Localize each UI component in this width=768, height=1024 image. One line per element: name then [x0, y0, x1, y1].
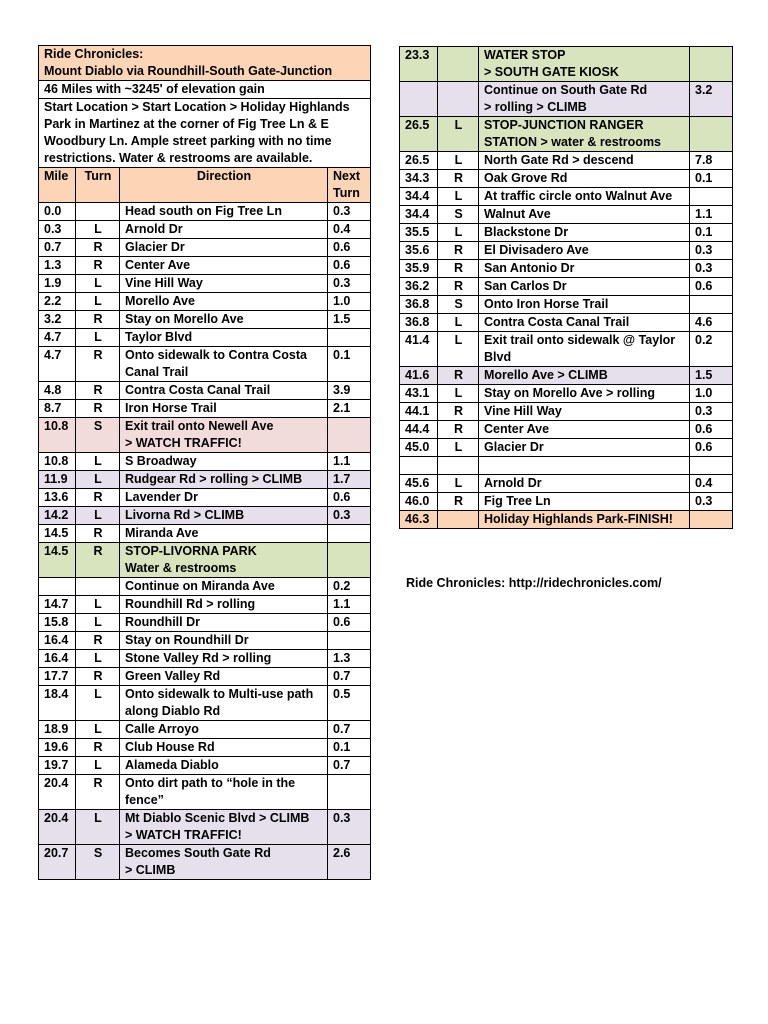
- table-row: [400, 421, 733, 439]
- next-turn-cell: [690, 457, 733, 475]
- direction-cell: Walnut Ave: [479, 206, 690, 224]
- table-row: [39, 614, 371, 632]
- table-row: [400, 47, 733, 82]
- mile-cell: 35.5: [400, 224, 438, 242]
- mile-cell: 45.6: [400, 475, 438, 493]
- mile-cell: 14.5: [39, 543, 76, 578]
- direction-cell: Exit trail onto Newell Ave > WATCH TRAFFIC!: [120, 418, 328, 453]
- next-turn-cell: 1.1: [690, 206, 733, 224]
- footer-credit: Ride Chronicles: http://ridechronicles.com/: [406, 576, 662, 590]
- mile-cell: 46.3: [400, 511, 438, 529]
- next-turn-cell: 0.4: [690, 475, 733, 493]
- mile-cell: 13.6: [39, 489, 76, 507]
- mile-cell: [400, 457, 438, 475]
- turn-cell: S: [438, 296, 479, 314]
- table-row: [39, 507, 371, 525]
- direction-cell: Glacier Dr: [120, 239, 328, 257]
- mile-cell: 14.5: [39, 525, 76, 543]
- table-row: [39, 543, 371, 578]
- next-turn-cell: 0.5: [328, 686, 371, 721]
- turn-cell: L: [76, 810, 120, 845]
- direction-cell: El Divisadero Ave: [479, 242, 690, 260]
- table-row: [39, 311, 371, 329]
- mile-cell: 19.7: [39, 757, 76, 775]
- mile-cell: 4.7: [39, 347, 76, 382]
- turn-cell: L: [438, 188, 479, 206]
- turn-cell: L: [76, 471, 120, 489]
- mile-cell: 0.7: [39, 239, 76, 257]
- table-row: [400, 206, 733, 224]
- table-row: [39, 810, 371, 845]
- turn-cell: L: [76, 686, 120, 721]
- table-row: [39, 347, 371, 382]
- next-turn-cell: 0.4: [328, 221, 371, 239]
- turn-cell: R: [76, 739, 120, 757]
- turn-cell: R: [76, 311, 120, 329]
- direction-cell: Contra Costa Canal Trail: [479, 314, 690, 332]
- next-turn-cell: 0.6: [328, 257, 371, 275]
- turn-cell: L: [76, 596, 120, 614]
- next-turn-cell: 3.2: [690, 82, 733, 117]
- next-turn-cell: 1.0: [690, 385, 733, 403]
- direction-cell: Onto sidewalk to Contra Costa Canal Trail: [120, 347, 328, 382]
- next-turn-cell: [328, 632, 371, 650]
- direction-cell: Arnold Dr: [479, 475, 690, 493]
- turn-cell: S: [76, 418, 120, 453]
- direction-cell: Iron Horse Trail: [120, 400, 328, 418]
- turn-cell: L: [76, 275, 120, 293]
- next-turn-cell: 0.6: [328, 614, 371, 632]
- table-row: [400, 385, 733, 403]
- direction-cell: Contra Costa Canal Trail: [120, 382, 328, 400]
- next-turn-cell: 1.1: [328, 453, 371, 471]
- turn-cell: R: [438, 170, 479, 188]
- mile-cell: 20.7: [39, 845, 76, 880]
- direction-cell: Taylor Blvd: [120, 329, 328, 347]
- table-row: [400, 152, 733, 170]
- direction-cell: Lavender Dr: [120, 489, 328, 507]
- turn-cell: L: [438, 332, 479, 367]
- turn-cell: L: [438, 152, 479, 170]
- direction-cell: Calle Arroyo: [120, 721, 328, 739]
- direction-cell: Exit trail onto sidewalk @ Taylor Blvd: [479, 332, 690, 367]
- column-header-turn: Turn: [76, 168, 120, 203]
- next-turn-cell: 1.3: [328, 650, 371, 668]
- next-turn-cell: 7.8: [690, 152, 733, 170]
- direction-cell: STOP-JUNCTION RANGER STATION > water & restrooms: [479, 117, 690, 152]
- left-cue-sheet-table: [38, 45, 371, 880]
- table-row: [39, 489, 371, 507]
- next-turn-cell: 1.7: [328, 471, 371, 489]
- start-location: Start Location > Start Location > Holiday Highlands Park in Martinez at the corner of Fig Tree Ln & E Woodbury Ln. Ample street parking with no time restrictions. Water & restrooms are available.: [39, 99, 371, 168]
- direction-cell: Continue on Miranda Ave: [120, 578, 328, 596]
- direction-cell: Fig Tree Ln: [479, 493, 690, 511]
- direction-cell: Stone Valley Rd > rolling: [120, 650, 328, 668]
- turn-cell: L: [76, 221, 120, 239]
- table-row: [39, 596, 371, 614]
- mile-cell: 41.4: [400, 332, 438, 367]
- turn-cell: [438, 511, 479, 529]
- next-turn-cell: 1.0: [328, 293, 371, 311]
- direction-cell: Onto sidewalk to Multi-use path along Diablo Rd: [120, 686, 328, 721]
- turn-cell: L: [438, 385, 479, 403]
- turn-cell: L: [438, 117, 479, 152]
- turn-cell: L: [438, 314, 479, 332]
- mile-cell: 20.4: [39, 775, 76, 810]
- next-turn-cell: 0.3: [328, 810, 371, 845]
- table-row: [39, 221, 371, 239]
- turn-cell: R: [76, 239, 120, 257]
- direction-cell: Becomes South Gate Rd > CLIMB: [120, 845, 328, 880]
- next-turn-cell: [328, 543, 371, 578]
- direction-cell: Mt Diablo Scenic Blvd > CLIMB > WATCH TRAFFIC!: [120, 810, 328, 845]
- mile-cell: 15.8: [39, 614, 76, 632]
- mile-cell: 36.8: [400, 314, 438, 332]
- direction-cell: Stay on Morello Ave: [120, 311, 328, 329]
- mile-cell: 36.8: [400, 296, 438, 314]
- direction-cell: Stay on Morello Ave > rolling: [479, 385, 690, 403]
- turn-cell: [438, 47, 479, 82]
- next-turn-cell: 0.3: [690, 260, 733, 278]
- next-turn-cell: 0.6: [328, 239, 371, 257]
- mile-cell: 3.2: [39, 311, 76, 329]
- direction-cell: At traffic circle onto Walnut Ave: [479, 188, 690, 206]
- table-row: [400, 457, 733, 475]
- turn-cell: [438, 457, 479, 475]
- mile-cell: 26.5: [400, 152, 438, 170]
- next-turn-cell: 2.6: [328, 845, 371, 880]
- mile-cell: 0.3: [39, 221, 76, 239]
- table-row: [39, 203, 371, 221]
- next-turn-cell: 2.1: [328, 400, 371, 418]
- next-turn-cell: 0.1: [690, 224, 733, 242]
- direction-cell: Morello Ave > CLIMB: [479, 367, 690, 385]
- table-row: [400, 260, 733, 278]
- table-row: [39, 275, 371, 293]
- turn-cell: S: [438, 206, 479, 224]
- turn-cell: R: [438, 421, 479, 439]
- turn-cell: R: [438, 367, 479, 385]
- next-turn-cell: 0.6: [328, 489, 371, 507]
- next-turn-cell: 0.6: [690, 439, 733, 457]
- turn-cell: R: [76, 543, 120, 578]
- mile-cell: [400, 82, 438, 117]
- mile-cell: 18.9: [39, 721, 76, 739]
- turn-cell: R: [438, 403, 479, 421]
- turn-cell: S: [76, 845, 120, 880]
- table-row: [400, 278, 733, 296]
- turn-cell: R: [438, 493, 479, 511]
- table-row: [39, 418, 371, 453]
- next-turn-cell: [690, 296, 733, 314]
- table-row: [400, 82, 733, 117]
- next-turn-cell: 0.3: [690, 493, 733, 511]
- turn-cell: L: [438, 224, 479, 242]
- next-turn-cell: 0.2: [690, 332, 733, 367]
- mile-cell: 44.4: [400, 421, 438, 439]
- turn-cell: L: [76, 757, 120, 775]
- mile-cell: 1.3: [39, 257, 76, 275]
- mile-cell: 14.7: [39, 596, 76, 614]
- turn-cell: R: [76, 668, 120, 686]
- mile-cell: 11.9: [39, 471, 76, 489]
- mile-cell: 2.2: [39, 293, 76, 311]
- direction-cell: Stay on Roundhill Dr: [120, 632, 328, 650]
- mile-cell: 43.1: [400, 385, 438, 403]
- mile-cell: 35.9: [400, 260, 438, 278]
- mile-cell: 23.3: [400, 47, 438, 82]
- table-row: [400, 439, 733, 457]
- mile-cell: 20.4: [39, 810, 76, 845]
- direction-cell: Center Ave: [120, 257, 328, 275]
- column-header-mile: Mile: [39, 168, 76, 203]
- turn-cell: [76, 578, 120, 596]
- next-turn-cell: 1.5: [328, 311, 371, 329]
- ride-title: [39, 46, 371, 81]
- turn-cell: L: [76, 650, 120, 668]
- direction-cell: Roundhill Dr: [120, 614, 328, 632]
- table-row: [400, 242, 733, 260]
- turn-cell: R: [76, 400, 120, 418]
- table-row: [400, 170, 733, 188]
- ride-title-line2: Mount Diablo via Roundhill-South Gate-Junction: [44, 64, 333, 78]
- mile-cell: 10.8: [39, 453, 76, 471]
- next-turn-cell: 0.1: [328, 739, 371, 757]
- direction-cell: Vine Hill Way: [120, 275, 328, 293]
- table-row: [39, 382, 371, 400]
- table-row: [400, 367, 733, 385]
- direction-cell: Livorna Rd > CLIMB: [120, 507, 328, 525]
- direction-cell: Rudgear Rd > rolling > CLIMB: [120, 471, 328, 489]
- table-row: [39, 400, 371, 418]
- mile-cell: 8.7: [39, 400, 76, 418]
- turn-cell: R: [76, 257, 120, 275]
- turn-cell: R: [438, 260, 479, 278]
- table-row: [39, 239, 371, 257]
- next-turn-cell: 4.6: [690, 314, 733, 332]
- turn-cell: L: [76, 329, 120, 347]
- turn-cell: L: [438, 439, 479, 457]
- direction-cell: S Broadway: [120, 453, 328, 471]
- table-row: [39, 757, 371, 775]
- next-turn-cell: 0.7: [328, 668, 371, 686]
- next-turn-cell: [328, 525, 371, 543]
- direction-cell: Green Valley Rd: [120, 668, 328, 686]
- table-row: [39, 329, 371, 347]
- table-row: [400, 511, 733, 529]
- mile-cell: 4.7: [39, 329, 76, 347]
- direction-cell: San Carlos Dr: [479, 278, 690, 296]
- next-turn-cell: 0.1: [328, 347, 371, 382]
- distance-row: [39, 81, 371, 99]
- next-turn-cell: 3.9: [328, 382, 371, 400]
- direction-cell: Oak Grove Rd: [479, 170, 690, 188]
- table-row: [39, 578, 371, 596]
- direction-cell: Holiday Highlands Park-FINISH!: [479, 511, 690, 529]
- direction-cell: Miranda Ave: [120, 525, 328, 543]
- direction-cell: North Gate Rd > descend: [479, 152, 690, 170]
- title-row: [39, 46, 371, 81]
- direction-cell: Vine Hill Way: [479, 403, 690, 421]
- next-turn-cell: 0.3: [690, 403, 733, 421]
- turn-cell: L: [76, 453, 120, 471]
- next-turn-cell: [328, 775, 371, 810]
- direction-cell: Blackstone Dr: [479, 224, 690, 242]
- column-header-next-turn: Next Turn: [328, 168, 371, 203]
- mile-cell: 16.4: [39, 650, 76, 668]
- ride-distance: 46 Miles with ~3245' of elevation gain: [39, 81, 371, 99]
- right-cue-sheet-table: [399, 46, 733, 529]
- direction-cell: [479, 457, 690, 475]
- table-row: [39, 453, 371, 471]
- next-turn-cell: 0.6: [690, 278, 733, 296]
- next-turn-cell: [690, 47, 733, 82]
- turn-cell: L: [76, 293, 120, 311]
- next-turn-cell: 0.6: [690, 421, 733, 439]
- next-turn-cell: 0.7: [328, 757, 371, 775]
- mile-cell: 36.2: [400, 278, 438, 296]
- direction-cell: Glacier Dr: [479, 439, 690, 457]
- mile-cell: 46.0: [400, 493, 438, 511]
- mile-cell: 10.8: [39, 418, 76, 453]
- direction-cell: Continue on South Gate Rd > rolling > CLIMB: [479, 82, 690, 117]
- mile-cell: 0.0: [39, 203, 76, 221]
- table-row: [39, 471, 371, 489]
- next-turn-cell: 1.5: [690, 367, 733, 385]
- mile-cell: 1.9: [39, 275, 76, 293]
- direction-cell: San Antonio Dr: [479, 260, 690, 278]
- mile-cell: 17.7: [39, 668, 76, 686]
- next-turn-cell: 0.3: [328, 203, 371, 221]
- direction-cell: Roundhill Rd > rolling: [120, 596, 328, 614]
- table-row: [39, 686, 371, 721]
- turn-cell: R: [76, 632, 120, 650]
- mile-cell: 44.1: [400, 403, 438, 421]
- direction-cell: Head south on Fig Tree Ln: [120, 203, 328, 221]
- turn-cell: L: [76, 614, 120, 632]
- mile-cell: 16.4: [39, 632, 76, 650]
- table-row: [400, 493, 733, 511]
- mile-cell: 34.3: [400, 170, 438, 188]
- turn-cell: [438, 82, 479, 117]
- table-row: [39, 293, 371, 311]
- turn-cell: L: [76, 721, 120, 739]
- next-turn-cell: 0.3: [690, 242, 733, 260]
- table-row: [400, 403, 733, 421]
- table-row: [39, 775, 371, 810]
- mile-cell: 18.4: [39, 686, 76, 721]
- column-header-direction: Direction: [120, 168, 328, 203]
- mile-cell: 26.5: [400, 117, 438, 152]
- direction-cell: Center Ave: [479, 421, 690, 439]
- table-row: [400, 188, 733, 206]
- turn-cell: R: [76, 525, 120, 543]
- next-turn-cell: 0.1: [690, 170, 733, 188]
- table-row: [39, 668, 371, 686]
- turn-cell: [76, 203, 120, 221]
- table-row: [39, 525, 371, 543]
- turn-cell: R: [438, 278, 479, 296]
- turn-cell: L: [76, 507, 120, 525]
- next-turn-cell: 0.3: [328, 507, 371, 525]
- mile-cell: 4.8: [39, 382, 76, 400]
- next-turn-cell: [328, 418, 371, 453]
- table-row: [400, 332, 733, 367]
- table-row: [400, 224, 733, 242]
- table-row: [39, 845, 371, 880]
- turn-cell: R: [438, 242, 479, 260]
- mile-cell: 34.4: [400, 188, 438, 206]
- mile-cell: 34.4: [400, 206, 438, 224]
- direction-cell: Arnold Dr: [120, 221, 328, 239]
- turn-cell: R: [76, 382, 120, 400]
- column-header-row: [39, 168, 371, 203]
- mile-cell: 41.6: [400, 367, 438, 385]
- next-turn-cell: [328, 329, 371, 347]
- table-row: [39, 650, 371, 668]
- next-turn-cell: [690, 117, 733, 152]
- direction-cell: Club House Rd: [120, 739, 328, 757]
- turn-cell: L: [438, 475, 479, 493]
- table-row: [400, 314, 733, 332]
- mile-cell: 35.6: [400, 242, 438, 260]
- direction-cell: Alameda Diablo: [120, 757, 328, 775]
- direction-cell: Onto dirt path to “hole in the fence”: [120, 775, 328, 810]
- start-row: [39, 99, 371, 168]
- direction-cell: Morello Ave: [120, 293, 328, 311]
- turn-cell: R: [76, 775, 120, 810]
- direction-cell: STOP-LIVORNA PARK Water & restrooms: [120, 543, 328, 578]
- mile-cell: 14.2: [39, 507, 76, 525]
- ride-title-line1: Ride Chronicles:: [44, 47, 144, 61]
- next-turn-cell: 0.2: [328, 578, 371, 596]
- table-row: [39, 632, 371, 650]
- direction-cell: WATER STOP > SOUTH GATE KIOSK: [479, 47, 690, 82]
- table-row: [400, 475, 733, 493]
- next-turn-cell: 1.1: [328, 596, 371, 614]
- mile-cell: [39, 578, 76, 596]
- next-turn-cell: 0.3: [328, 275, 371, 293]
- table-row: [39, 721, 371, 739]
- direction-cell: Onto Iron Horse Trail: [479, 296, 690, 314]
- next-turn-cell: [690, 188, 733, 206]
- mile-cell: 45.0: [400, 439, 438, 457]
- next-turn-cell: [690, 511, 733, 529]
- table-row: [39, 739, 371, 757]
- table-row: [400, 296, 733, 314]
- next-turn-cell: 0.7: [328, 721, 371, 739]
- turn-cell: R: [76, 489, 120, 507]
- table-row: [400, 117, 733, 152]
- turn-cell: R: [76, 347, 120, 382]
- mile-cell: 19.6: [39, 739, 76, 757]
- table-row: [39, 257, 371, 275]
